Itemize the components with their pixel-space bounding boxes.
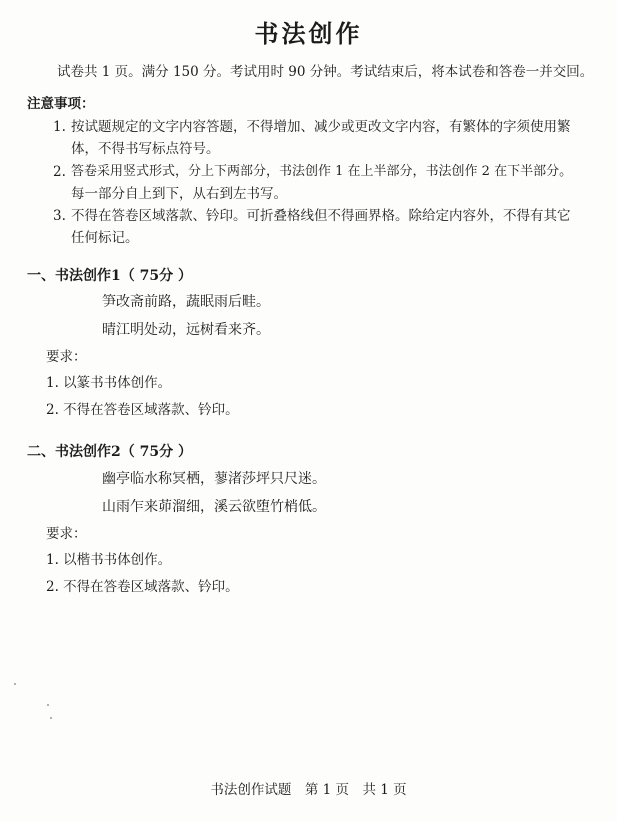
page-footer: 书法创作试题 第 1 页 共 1 页 bbox=[210, 782, 407, 798]
scan-speck bbox=[47, 704, 49, 706]
note-3-line-1: 不得在答卷区域落款、钤印。可折叠格线但不得画界格。除给定内容外，不得有其它 bbox=[71, 208, 571, 224]
section-1-requirements-heading: 要求： bbox=[46, 349, 87, 365]
notes-heading: 注意事项： bbox=[27, 96, 95, 112]
section-1-requirement-1: 1. 以篆书书体创作。 bbox=[46, 375, 172, 391]
section-2-heading: 二、书法创作2（ 75分 ） bbox=[27, 444, 192, 460]
note-1-line-1: 按试题规定的文字内容答题，不得增加、减少或更改文字内容，有繁体的字须使用繁 bbox=[71, 119, 571, 135]
note-1-number: 1. bbox=[53, 119, 66, 135]
section-2-requirements-heading: 要求： bbox=[46, 526, 87, 542]
section-1-heading: 一、书法创作1（ 75分 ） bbox=[27, 268, 192, 284]
note-3-line-2: 任何标记。 bbox=[71, 230, 139, 246]
scan-speck bbox=[14, 683, 16, 685]
section-1-poem-line-1: 笋改斋前路，蔬眠雨后畦。 bbox=[102, 294, 270, 310]
section-2-requirement-1: 1. 以楷书书体创作。 bbox=[46, 552, 172, 568]
page-title: 书法创作 bbox=[254, 19, 363, 48]
note-2-line-1: 答卷采用竖式形式，分上下两部分，书法创作 1 在上半部分，书法创作 2 在下半部分。 bbox=[71, 164, 573, 179]
exam-intro: 试卷共 1 页。满分 150 分。考试用时 90 分钟。考试结束后，将本试卷和答卷一并交回。 bbox=[57, 64, 594, 80]
section-2-poem-line-1: 幽亭临水称冥栖，蓼渚莎坪只尺迷。 bbox=[102, 471, 326, 487]
section-1-poem-line-2: 晴江明处动，远树看来齐。 bbox=[102, 322, 270, 338]
note-2-line-2: 每一部分自上到下，从右到左书写。 bbox=[71, 186, 287, 202]
section-2-requirement-2: 2. 不得在答卷区域落款、钤印。 bbox=[46, 579, 239, 595]
section-2-poem-line-2: 山雨乍来茆溜细，溪云欲堕竹梢低。 bbox=[102, 499, 326, 515]
note-1-line-2: 体，不得书写标点符号。 bbox=[71, 141, 220, 157]
note-2-number: 2. bbox=[53, 164, 66, 180]
section-1-requirement-2: 2. 不得在答卷区域落款、钤印。 bbox=[46, 402, 239, 418]
note-3-number: 3. bbox=[53, 208, 66, 224]
scan-speck bbox=[50, 717, 52, 719]
